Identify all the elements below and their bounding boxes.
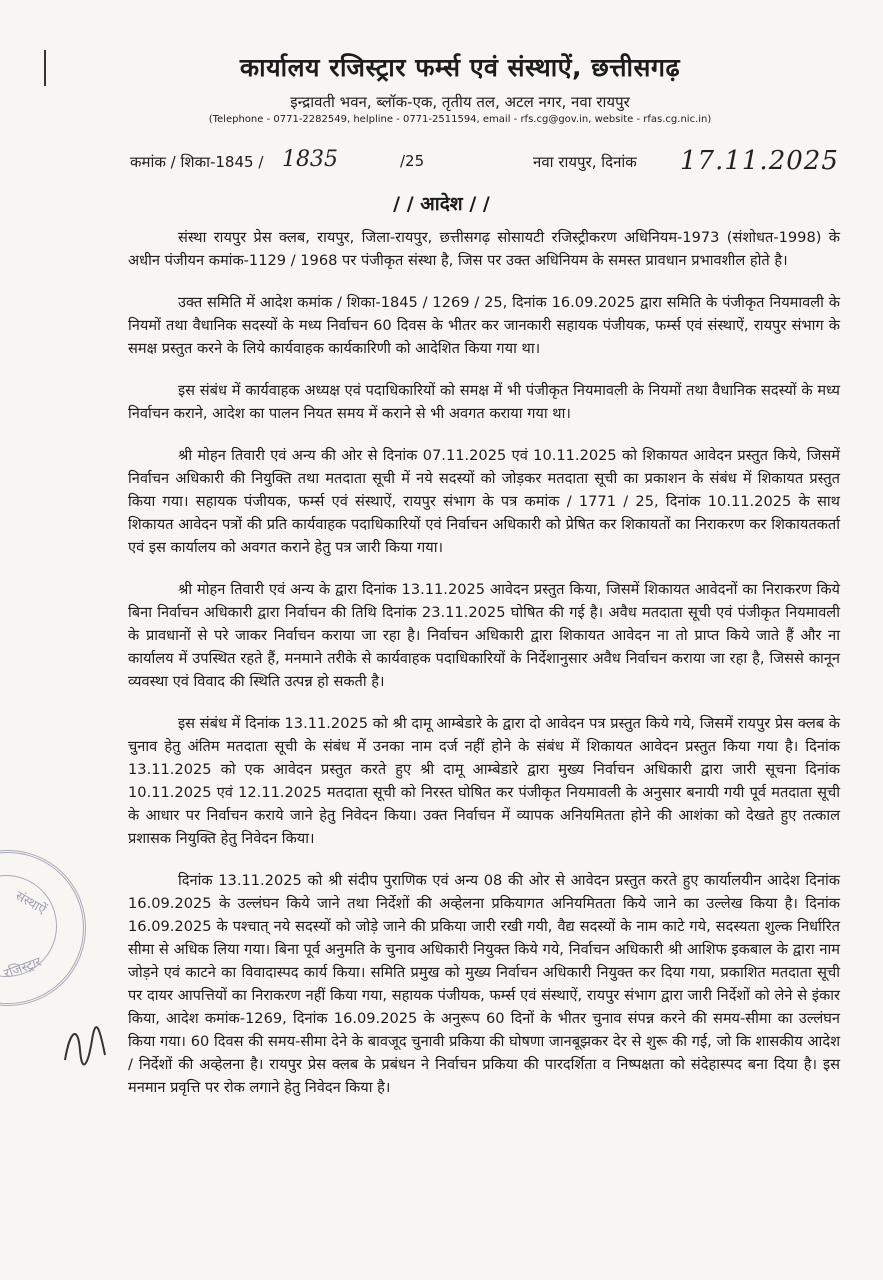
office-seal [0,850,86,1006]
seal-text-top: संस्थाऐं [12,888,49,918]
paragraph-7: दिनांक 13.11.2025 को श्री संदीप पुराणिक एवं अन्य 08 की ओर से आवेदन प्रस्तुत करते हुए कार्यालयीन आदेश दिनांक 16.09.2025 के उल्लंघन किये जाने तथा निर्देशों की अव्हेलना प्रकियागत अनियमितता किये जाने का उल्लेख किया है। दिनांक 16.09.2025 के पश्चात् नये सदस्यों को जोड़े जाने की प्रकिया जारी रखी गयी, वैद्य सदस्यों के नाम काटे गये, सदस्यता शुल्क निर्धारित सीमा से अधिक लिया गया। बिना पूर्व अनुमति के चुनाव अधिकारी नियुक्त किये गये, निर्वाचन अधिकारी श्री आशिफ इकबाल के द्वारा नाम जोड़ने एवं काटने का विवादास्पद कार्य किया। समिति प्रमुख को मुख्य निर्वाचन अधिकारी नियुक्त कर दिया गया, प्रकाशित मतदाता सूची पर दायर आपत्तियों का निराकरण नहीं किया गया, सहायक पंजीयक, फर्म्स एवं संस्थाऐं, रायपुर संभाग द्वारा जारी निर्देशों को लेने से इंकार किया, आदेश कमांक-1269, दिनांक 16.09.2025 के अनुरूप 60 दिनों के भीतर चुनाव संपन्न करने की समय-सीमा का उल्लंघन किया गया। 60 दिवस की समय-सीमा देने के बावजूद चुनावी प्रकिया की घोषणा जानबूझकर देर से शुरू की गई, जो कि शासकीय आदेश / निर्देशों की अव्हेलना है। रायपुर प्रेस क्लब के प्रबंधन ने निर्वाचन प्रकिया की पारदर्शिता व निष्पक्षता को संदेहास्पद बना दिया है। इस मनमान प्रवृत्ति पर रोक लगाने हेतु निवेदन किया है। [128,872,840,1096]
order-body [128,226,840,1099]
margin-mark [44,50,46,86]
handwritten-date: 17.11.2025 [680,146,839,176]
paragraph-3: इस संबंध में कार्यवाहक अध्यक्ष एवं पदाधिकारियों को समक्ष में भी पंजीकृत नियमावली के नियमों तथा वैधानिक सदस्यों के मध्य निर्वाचन कराने, आदेश का पालन नियत समय में कराने से भी अवगत कराया गया था। [128,382,840,422]
seal-text-bottom: रजिस्ट्रार [2,954,44,983]
office-title: कार्यालय रजिस्ट्रार फर्म्स एवं संस्थाऐं, छत्तीसगढ़ [239,53,681,82]
reference-prefix: कमांक / शिका-1845 / [130,153,264,171]
office-address: इन्द्रावती भवन, ब्लॉक-एक, तृतीय तल, अटल नगर, नवा रायपुर [290,93,630,111]
reference-year: /25 [400,152,425,170]
order-heading: / / आदेश / / [393,193,490,215]
paragraph-4: श्री मोहन तिवारी एवं अन्य की ओर से दिनांक 07.11.2025 एवं 10.11.2025 को शिकायत आवेदन प्रस्तुत किये, जिसमें निर्वाचन अधिकारी की नियुक्ति तथा मतदाता सूची में नये सदस्यों को जोड़कर मतदाता सूची का प्रकाशन के संबंध में शिकायत प्रस्तुत किया गया। सहायक पंजीयक, फर्म्स एवं संस्थाऐं, रायपुर संभाग के पत्र कमांक / 1771 / 25, दिनांक 10.11.2025 के साथ शिकायत आवेदन पत्रों की प्रति कार्यवाहक पदाधिकारियों एवं निर्वाचन अधिकारी को प्रेषित कर शिकायतों का निराकरण कर शिकायतकर्ता एवं इस कार्यालय को अवगत कराने हेतु पत्र जारी किया गया। [128,447,840,556]
office-contact: (Telephone - 0771-2282549, helpline - 0771-2511594, email - rfs.cg@gov.in, website - rfas.cg.nic.in) [208,114,712,125]
reference-handwritten-number: 1835 [282,147,338,172]
paragraph-2: उक्त समिति में आदेश कमांक / शिका-1845 / 1269 / 25, दिनांक 16.09.2025 द्वारा समिति के पंजीकृत नियमावली के नियमों तथा वैधानिक सदस्यों के मध्य निर्वाचन 60 दिवस के भीतर कर जानकारी सहायक पंजीयक, फर्म्स एवं संस्थाऐं, रायपुर संभाग के समक्ष प्रस्तुत करने के लिये कार्यवाहक कार्यकारिणी को आदेशित किया गया था। [128,294,840,357]
place-date-label: नवा रायपुर, दिनांक [533,153,637,171]
paragraph-1: संस्था रायपुर प्रेस क्लब, रायपुर, जिला-रायपुर, छत्तीसगढ़ सोसायटी रजिस्ट्रीकरण अधिनियम-1973 (संशोधत-1998) के अधीन पंजीयन कमांक-1129 / 1968 पर पंजीकृत संस्था है, जिस पर उक्त अधिनियम के समस्त प्रावधान प्रभावशील होते है। [128,229,840,269]
paragraph-6: इस संबंध में दिनांक 13.11.2025 को श्री दामू आम्बेडारे के द्वारा दो आवेदन पत्र प्रस्तुत किये गये, जिसमें रायपुर प्रेस क्लब के चुनाव हेतु अंतिम मतदाता सूची के संबंध में उनका नाम दर्ज नहीं होने के संबंध में शिकायत आवेदन प्रस्तुत किया गया है। दिनांक 13.11.2025 को एक आवेदन प्रस्तुत करते हुए श्री दामू आम्बेडारे द्वारा मुख्य निर्वाचन अधिकारी द्वारा जारी सूचना दिनांक 10.11.2025 एवं 12.11.2025 मतदाता सूची को निरस्त घोषित कर पंजीकृत नियमावली के अनुसार बनायी गयी पूर्व मतदाता सूची के आधार पर निर्वाचन कराये जाने हेतु निवेदन किया। उक्त निर्वाचन में व्यापक अनियमितता होने की आशंका को देखते हुए तत्काल प्रशासक नियुक्ति हेतु निवेदन किया। [128,715,840,847]
signature-mark [60,1020,110,1070]
paragraph-5: श्री मोहन तिवारी एवं अन्य के द्वारा दिनांक 13.11.2025 आवेदन प्रस्तुत किया, जिसमें शिकायत आवेदनों का निराकरण किये बिना निर्वाचन अधिकारी द्वारा निर्वाचन की तिथि दिनांक 23.11.2025 घोषित की गई है। अवैध मतदाता सूची एवं पंजीकृत नियमावली के प्रावधानों से परे जाकर निर्वाचन कराया जा रहा है। निर्वाचन अधिकारी द्वारा शिकायत आवेदन ना तो प्राप्त किये जाते हैं और ना कार्यालय में उपस्थित रहते हैं, मनमाने तरीके से कार्यवाहक पदाधिकारियों के निर्देशानुसार अवैध निर्वाचन कराया जा रहा है, जिससे कानून व्यवस्था एवं विवाद की स्थिति उत्पन्न हो सकती है। [128,581,840,690]
